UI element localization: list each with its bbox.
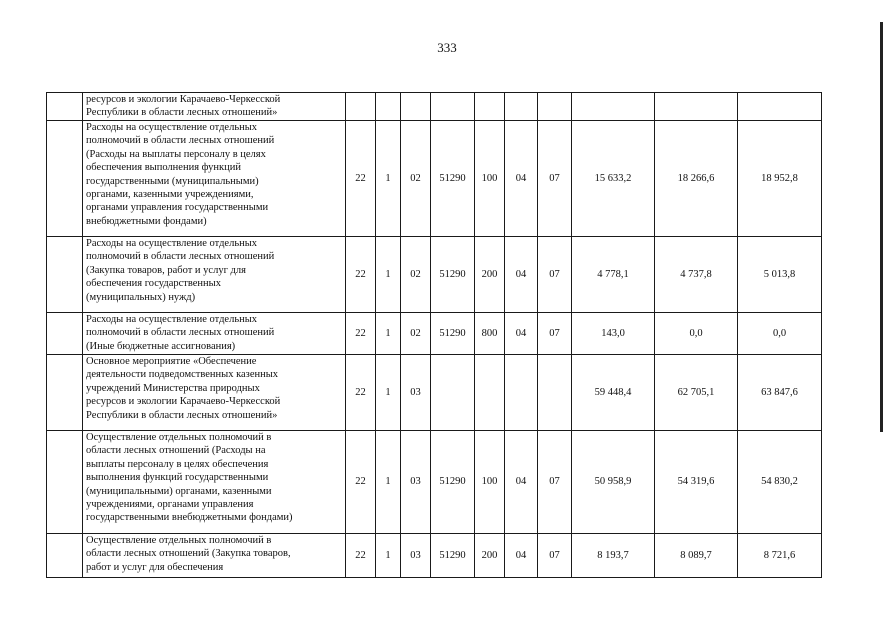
subsection-code-cell xyxy=(538,355,572,431)
table-row xyxy=(47,431,822,534)
description-line: государственными внебюджетными фондами) xyxy=(86,512,293,524)
description-line: выполнения функций государственными xyxy=(86,472,269,484)
table-body xyxy=(47,93,822,578)
amount-year2-cell: 4 737,8 xyxy=(655,237,738,313)
amount-year1-cell: 8 193,7 xyxy=(572,534,655,578)
blank-cell xyxy=(47,355,83,431)
subsection-code-cell: 07 xyxy=(538,431,572,534)
subsection-code-cell: 07 xyxy=(538,534,572,578)
description-line: деятельности подведомственных казенных xyxy=(86,369,279,381)
expense-type-cell: 200 xyxy=(475,534,505,578)
description-line: (Иные бюджетные ассигнования) xyxy=(86,340,236,352)
direction-code-cell: 51290 xyxy=(431,431,475,534)
direction-code-cell: 51290 xyxy=(431,313,475,355)
expense-type-cell xyxy=(475,355,505,431)
amount-year3-cell xyxy=(738,93,822,121)
expense-type-cell: 100 xyxy=(475,121,505,237)
table-row xyxy=(47,237,822,313)
blank-cell xyxy=(47,121,83,237)
description-line: государственными (муниципальными) xyxy=(86,175,259,187)
table-row xyxy=(47,121,822,237)
amount-year3-cell: 63 847,6 xyxy=(738,355,822,431)
subprogram-code-cell: 1 xyxy=(376,313,401,355)
section-code-cell xyxy=(505,355,538,431)
description-line: области лесных отношений (Расходы на xyxy=(86,445,266,457)
blank-cell xyxy=(47,93,83,121)
amount-year1-cell: 15 633,2 xyxy=(572,121,655,237)
subsection-code-cell: 07 xyxy=(538,313,572,355)
amount-year3-cell: 0,0 xyxy=(738,313,822,355)
amount-year1-cell: 59 448,4 xyxy=(572,355,655,431)
ministry-code-cell: 22 xyxy=(346,355,376,431)
description-line: Расходы на осуществление отдельных xyxy=(86,314,258,325)
description-cell xyxy=(83,237,346,313)
subprogram-code-cell: 1 xyxy=(376,121,401,237)
direction-code-cell: 51290 xyxy=(431,534,475,578)
description-line: Расходы на осуществление отдельных xyxy=(86,238,258,249)
amount-year1-cell xyxy=(572,93,655,121)
direction-code-cell xyxy=(431,93,475,121)
description-line: ресурсов и экологии Карачаево-Черкесской xyxy=(86,396,281,408)
ministry-code-cell: 22 xyxy=(346,313,376,355)
ministry-code-cell: 22 xyxy=(346,534,376,578)
ministry-code-cell: 22 xyxy=(346,431,376,534)
subprogram-code-cell: 1 xyxy=(376,431,401,534)
description-line: обеспечения выполнения функций xyxy=(86,162,242,174)
event-code-cell: 03 xyxy=(401,534,431,578)
ministry-code-cell xyxy=(346,93,376,121)
section-code-cell: 04 xyxy=(505,237,538,313)
event-code-cell xyxy=(401,93,431,121)
subsection-code-cell: 07 xyxy=(538,121,572,237)
description-line: Основное мероприятие «Обеспечение xyxy=(86,356,257,367)
blank-cell xyxy=(47,431,83,534)
amount-year1-cell: 4 778,1 xyxy=(572,237,655,313)
direction-code-cell: 51290 xyxy=(431,237,475,313)
description-cell xyxy=(83,121,346,237)
description-line: Республики в области лесных отношений» xyxy=(86,107,278,119)
table-row xyxy=(47,355,822,431)
description-line: полномочий в области лесных отношений xyxy=(86,135,275,147)
description-cell xyxy=(83,431,346,534)
description-line: полномочий в области лесных отношений xyxy=(86,251,275,263)
amount-year2-cell: 18 266,6 xyxy=(655,121,738,237)
description-line: (муниципальных) нужд) xyxy=(86,291,196,303)
description-line: внебюджетными фондами) xyxy=(86,215,207,227)
subprogram-code-cell: 1 xyxy=(376,237,401,313)
section-code-cell: 04 xyxy=(505,313,538,355)
section-code-cell xyxy=(505,93,538,121)
subsection-code-cell: 07 xyxy=(538,237,572,313)
description-line: обеспечения государственных xyxy=(86,278,221,290)
amount-year2-cell: 62 705,1 xyxy=(655,355,738,431)
table-row xyxy=(47,534,822,578)
description-line: Расходы на осуществление отдельных xyxy=(86,122,258,133)
amount-year3-cell: 18 952,8 xyxy=(738,121,822,237)
description-line: (Закупка товаров, работ и услуг для xyxy=(86,264,246,276)
description-line: области лесных отношений (Закупка товаров, xyxy=(86,548,291,560)
event-code-cell: 02 xyxy=(401,313,431,355)
description-line: учреждениями, органами управления xyxy=(86,499,254,511)
description-cell xyxy=(83,534,346,578)
amount-year3-cell: 54 830,2 xyxy=(738,431,822,534)
ministry-code-cell: 22 xyxy=(346,121,376,237)
amount-year1-cell: 143,0 xyxy=(572,313,655,355)
page-number: 333 xyxy=(437,40,457,55)
expense-type-cell: 200 xyxy=(475,237,505,313)
description-line: ресурсов и экологии Карачаево-Черкесской xyxy=(86,94,281,105)
description-line: полномочий в области лесных отношений xyxy=(86,327,275,339)
event-code-cell: 03 xyxy=(401,431,431,534)
amount-year1-cell: 50 958,9 xyxy=(572,431,655,534)
blank-cell xyxy=(47,313,83,355)
expense-type-cell: 100 xyxy=(475,431,505,534)
subprogram-code-cell: 1 xyxy=(376,355,401,431)
description-line: (Расходы на выплаты персоналу в целях xyxy=(86,148,266,160)
amount-year3-cell: 8 721,6 xyxy=(738,534,822,578)
expense-type-cell: 800 xyxy=(475,313,505,355)
blank-cell xyxy=(47,237,83,313)
description-line: учреждений Министерства природных xyxy=(86,382,260,394)
description-line: работ и услуг для обеспечения xyxy=(86,561,224,573)
amount-year2-cell: 54 319,6 xyxy=(655,431,738,534)
amount-year2-cell xyxy=(655,93,738,121)
table-row xyxy=(47,313,822,355)
subprogram-code-cell xyxy=(376,93,401,121)
table-row xyxy=(47,93,822,121)
description-line: (муниципальными) органами, казенными xyxy=(86,485,272,497)
event-code-cell: 02 xyxy=(401,237,431,313)
section-code-cell: 04 xyxy=(505,534,538,578)
description-line: Осуществление отдельных полномочий в xyxy=(86,535,272,546)
description-cell xyxy=(83,313,346,355)
section-code-cell: 04 xyxy=(505,431,538,534)
amount-year2-cell: 8 089,7 xyxy=(655,534,738,578)
direction-code-cell: 51290 xyxy=(431,121,475,237)
section-code-cell: 04 xyxy=(505,121,538,237)
description-line: Республики в области лесных отношений» xyxy=(86,409,278,421)
description-cell xyxy=(83,93,346,121)
description-line: Осуществление отдельных полномочий в xyxy=(86,432,272,443)
description-line: выплаты персоналу в целях обеспечения xyxy=(86,458,269,470)
blank-cell xyxy=(47,534,83,578)
description-cell xyxy=(83,355,346,431)
event-code-cell: 02 xyxy=(401,121,431,237)
subsection-code-cell xyxy=(538,93,572,121)
ministry-code-cell: 22 xyxy=(346,237,376,313)
amount-year2-cell: 0,0 xyxy=(655,313,738,355)
event-code-cell: 03 xyxy=(401,355,431,431)
direction-code-cell xyxy=(431,355,475,431)
scan-edge-mark xyxy=(880,22,883,432)
amount-year3-cell: 5 013,8 xyxy=(738,237,822,313)
budget-table xyxy=(46,92,822,578)
expense-type-cell xyxy=(475,93,505,121)
description-line: органами, казенными учреждениями, xyxy=(86,189,254,201)
subprogram-code-cell: 1 xyxy=(376,534,401,578)
description-line: органами управления государственными xyxy=(86,202,269,214)
